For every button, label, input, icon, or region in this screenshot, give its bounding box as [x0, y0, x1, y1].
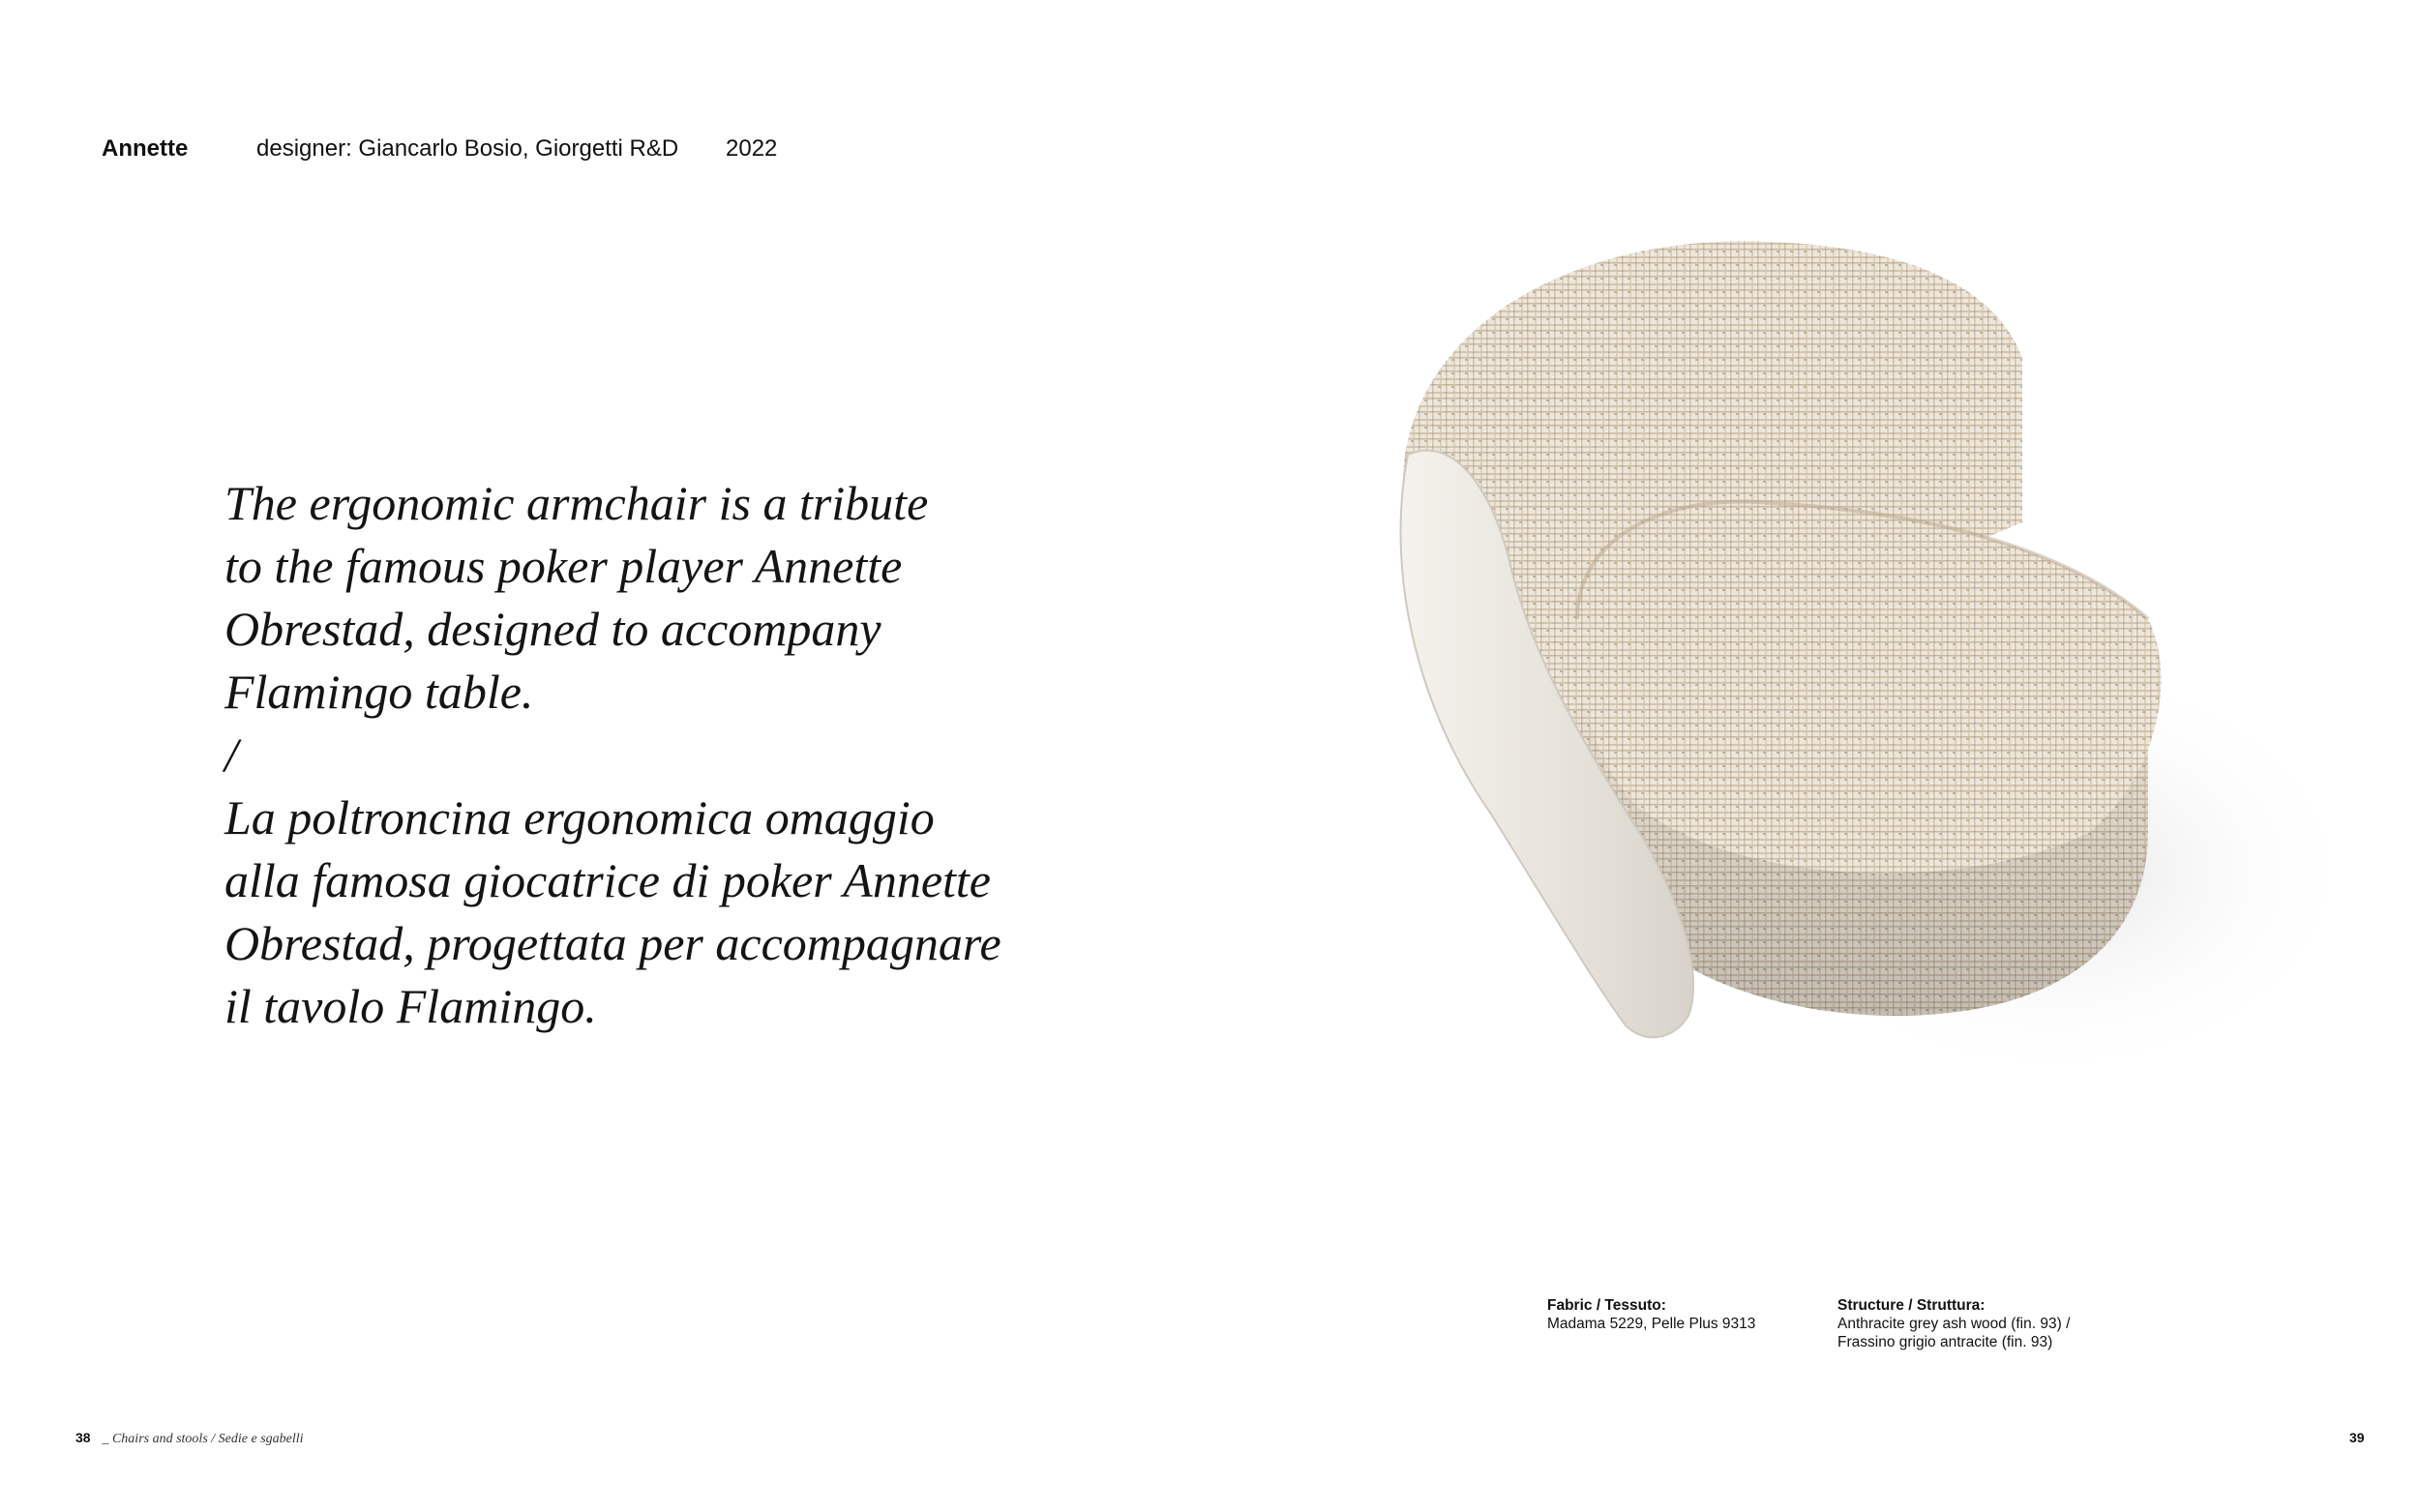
fabric-label: Fabric / Tessuto: — [1547, 1297, 1666, 1314]
left-page-number: 38 — [75, 1430, 91, 1445]
description-line: Obrestad, progettata per accompagnare — [224, 916, 1001, 970]
description-separator: / — [224, 727, 238, 782]
armchair-photo — [1355, 213, 2371, 1229]
description-line: Obrestad, designed to accompany — [224, 602, 881, 656]
footer-left — [75, 1430, 304, 1447]
product-description — [224, 472, 1095, 1038]
description-line: Flamingo table. — [224, 665, 534, 719]
fabric-value: Madama 5229, Pelle Plus 9313 — [1547, 1316, 1756, 1332]
description-line: il tavolo Flamingo. — [224, 979, 597, 1033]
description-line: alla famosa giocatrice di poker Annette — [224, 853, 991, 907]
section-title: _ Chairs and stools / Sedie e sgabelli — [102, 1432, 304, 1446]
structure-spec — [1837, 1296, 2070, 1351]
header — [0, 135, 968, 174]
product-year: 2022 — [726, 135, 778, 162]
designer-credit: designer: Giancarlo Bosio, Giorgetti R&D — [256, 135, 679, 162]
structure-label: Structure / Struttura: — [1837, 1297, 1986, 1314]
right-page-number: 39 — [2349, 1430, 2365, 1445]
product-name: Annette — [102, 135, 189, 162]
structure-value-line: Frassino grigio antracite (fin. 93) — [1837, 1334, 2053, 1350]
description-line: The ergonomic armchair is a tribute — [224, 476, 929, 530]
structure-value-line: Anthracite grey ash wood (fin. 93) / — [1837, 1316, 2071, 1332]
fabric-spec — [1547, 1296, 1755, 1333]
description-line: La poltroncina ergonomica omaggio — [224, 790, 935, 845]
description-line: to the famous poker player Annette — [224, 539, 903, 593]
